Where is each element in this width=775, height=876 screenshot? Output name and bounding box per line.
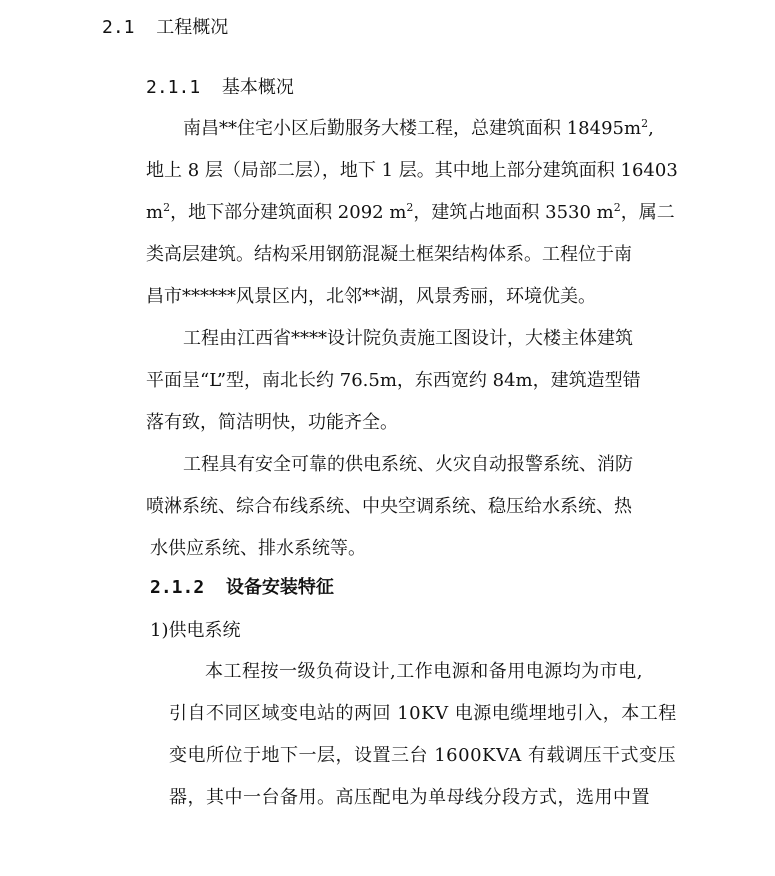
paragraph-4-line-2: 引自不同区域变电站的两回 10KV 电源电缆埋地引入，本工程 bbox=[169, 703, 677, 724]
text-run: ，建筑占地面积 3530 m bbox=[413, 202, 614, 223]
paragraph-1-line-1 bbox=[183, 117, 654, 141]
text-run: m bbox=[146, 202, 164, 223]
paragraph-4-line-3: 变电所位于地下一层，设置三台 1600KVA 有载调压干式变压 bbox=[169, 745, 676, 766]
subsection-title: 基本概况 bbox=[221, 77, 294, 98]
text-run: ，地下部分建筑面积 2092 m bbox=[170, 202, 407, 223]
subsection-title: 设备安装特征 bbox=[225, 577, 334, 598]
text-run: , bbox=[648, 118, 654, 139]
section-title: 工程概况 bbox=[156, 17, 229, 38]
paragraph-3-line-3: 水供应系统、排水系统等。 bbox=[150, 538, 366, 559]
paragraph-3-line-1: 工程具有安全可靠的供电系统、火灾自动报警系统、消防 bbox=[183, 454, 633, 475]
superscript: 2 bbox=[163, 201, 171, 214]
subsection-heading-basic bbox=[146, 76, 294, 100]
paragraph-4-line-4: 器，其中一台备用。高压配电为单母线分段方式，选用中置 bbox=[169, 787, 650, 808]
paragraph-3-line-2: 喷淋系统、综合布线系统、中央空调系统、稳压给水系统、热 bbox=[146, 496, 632, 517]
paragraph-2-line-2: 平面呈“L”型，南北长约 76.5m，东西宽约 84m，建筑造型错 bbox=[146, 370, 641, 391]
paragraph-4-line-1: 本工程按一级负荷设计,工作电源和备用电源均为市电, bbox=[205, 661, 643, 682]
paragraph-2-line-1: 工程由江西省****设计院负责施工图设计，大楼主体建筑 bbox=[183, 328, 633, 349]
text-run: 南昌**住宅小区后勤服务大楼工程，总建筑面积 18495m bbox=[183, 118, 642, 139]
superscript: 2 bbox=[406, 201, 414, 214]
superscript: 2 bbox=[613, 201, 621, 214]
paragraph-1-line-3 bbox=[146, 201, 675, 225]
paragraph-2-line-3: 落有致，简洁明快，功能齐全。 bbox=[146, 412, 398, 433]
superscript: 2 bbox=[641, 117, 649, 130]
paragraph-1-line-4: 类高层建筑。结构采用钢筋混凝土框架结构体系。工程位于南 bbox=[146, 244, 632, 265]
section-number: 2.1 bbox=[102, 17, 135, 38]
subsection-number: 2.1.1 bbox=[146, 77, 201, 98]
paragraph-1-line-2: 地上 8 层（局部二层），地下 1 层。其中地上部分建筑面积 16403 bbox=[146, 160, 678, 181]
subsection-number: 2.1.2 bbox=[150, 577, 205, 598]
section-heading bbox=[102, 16, 228, 40]
subsection-heading-equipment bbox=[150, 576, 334, 600]
text-run: ，属二 bbox=[620, 202, 675, 223]
list-item-power-supply: 1)供电系统 bbox=[150, 620, 241, 641]
paragraph-1-line-5: 昌市******风景区内，北邻**湖，风景秀丽，环境优美。 bbox=[146, 286, 596, 307]
